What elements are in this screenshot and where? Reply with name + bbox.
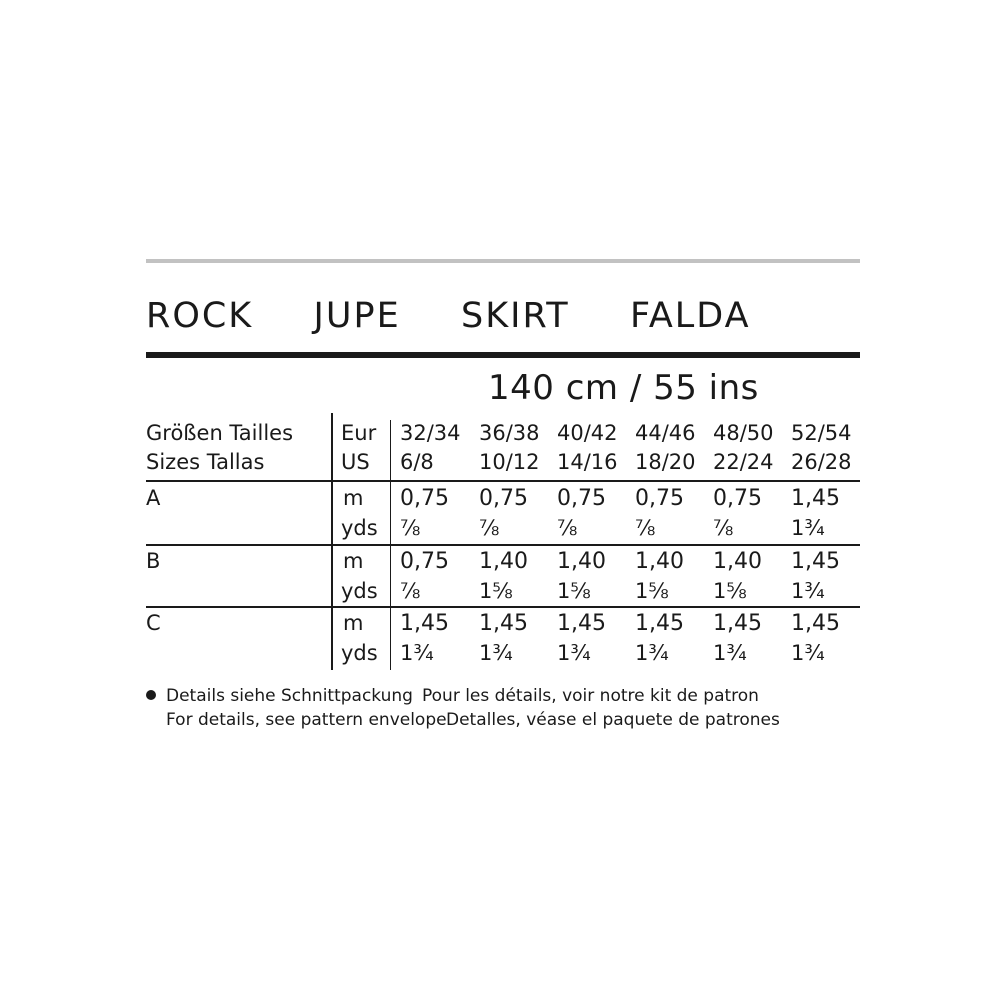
meters-value: 0,75	[635, 486, 684, 511]
meters-value: 1,45	[557, 611, 606, 636]
bullet-icon	[146, 690, 156, 700]
view-label-a: A	[146, 486, 161, 510]
us-size-3: 18/20	[635, 450, 696, 474]
table-column-divider	[331, 413, 333, 670]
meters-value: 0,75	[713, 486, 762, 511]
size-label-line2: Sizes Tallas	[146, 450, 265, 474]
unit-m-label: m	[343, 611, 364, 635]
meters-value: 1,45	[479, 611, 528, 636]
footnote-en: For details, see pattern envelope	[166, 710, 447, 730]
footnote-de: Details siehe Schnittpackung	[166, 686, 413, 706]
unit-m-label: m	[343, 549, 364, 573]
us-label: US	[341, 450, 370, 474]
eur-size-3: 44/46	[635, 421, 696, 445]
eur-size-1: 36/38	[479, 421, 540, 445]
meters-value: 0,75	[400, 486, 449, 511]
row-divider-b	[146, 606, 860, 608]
meters-value: 1,40	[557, 549, 606, 574]
meters-value: 1,45	[635, 611, 684, 636]
view-label-c: C	[146, 611, 161, 635]
title-word-jupe: JUPE	[313, 296, 401, 336]
yards-value: 1¾	[479, 641, 513, 665]
meters-value: 0,75	[557, 486, 606, 511]
yards-value: 1⅝	[635, 579, 669, 603]
yards-value: 1⅝	[479, 579, 513, 603]
page-title	[146, 296, 751, 336]
us-size-1: 10/12	[479, 450, 540, 474]
footnote-fr: Pour les détails, voir notre kit de patron	[422, 686, 759, 706]
yards-value: ⅞	[635, 516, 656, 540]
meters-value: 1,40	[479, 549, 528, 574]
eur-size-0: 32/34	[400, 421, 461, 445]
yards-value: 1⅝	[557, 579, 591, 603]
meters-value: 1,40	[635, 549, 684, 574]
title-word-rock: ROCK	[146, 296, 254, 336]
eur-label: Eur	[341, 421, 377, 445]
header-divider	[146, 480, 860, 482]
yards-value: ⅞	[557, 516, 578, 540]
meters-value: 1,45	[400, 611, 449, 636]
yards-value: 1¾	[791, 579, 825, 603]
yards-value: 1¾	[557, 641, 591, 665]
eur-size-2: 40/42	[557, 421, 618, 445]
yards-value: ⅞	[479, 516, 500, 540]
yards-value: 1⅝	[713, 579, 747, 603]
meters-value: 1,45	[791, 611, 840, 636]
us-size-0: 6/8	[400, 450, 434, 474]
fabric-width: 140 cm / 55 ins	[488, 368, 759, 408]
title-divider	[146, 352, 860, 358]
yards-value: 1¾	[791, 516, 825, 540]
meters-value: 1,45	[791, 486, 840, 511]
view-label-b: B	[146, 549, 161, 573]
yards-value: ⅞	[400, 579, 421, 603]
size-label-line1: Größen Tailles	[146, 421, 294, 445]
yards-value: ⅞	[713, 516, 734, 540]
meters-value: 0,75	[479, 486, 528, 511]
yards-value: ⅞	[400, 516, 421, 540]
yards-value: 1¾	[635, 641, 669, 665]
yards-value: 1¾	[791, 641, 825, 665]
unit-yds-label: yds	[341, 641, 378, 665]
unit-yds-label: yds	[341, 579, 378, 603]
us-size-2: 14/16	[557, 450, 618, 474]
eur-size-4: 48/50	[713, 421, 774, 445]
meters-value: 1,45	[791, 549, 840, 574]
unit-yds-label: yds	[341, 516, 378, 540]
footnote-es: Detalles, véase el paquete de patrones	[446, 710, 780, 730]
us-size-5: 26/28	[791, 450, 852, 474]
title-word-skirt: SKIRT	[461, 296, 570, 336]
yards-value: 1¾	[400, 641, 434, 665]
meters-value: 1,45	[713, 611, 762, 636]
yards-value: 1¾	[713, 641, 747, 665]
title-word-falda: FALDA	[629, 296, 751, 336]
us-size-4: 22/24	[713, 450, 774, 474]
row-divider-a	[146, 544, 860, 546]
meters-value: 0,75	[400, 549, 449, 574]
eur-size-5: 52/54	[791, 421, 852, 445]
unit-m-label: m	[343, 486, 364, 510]
top-divider	[146, 259, 860, 263]
meters-value: 1,40	[713, 549, 762, 574]
